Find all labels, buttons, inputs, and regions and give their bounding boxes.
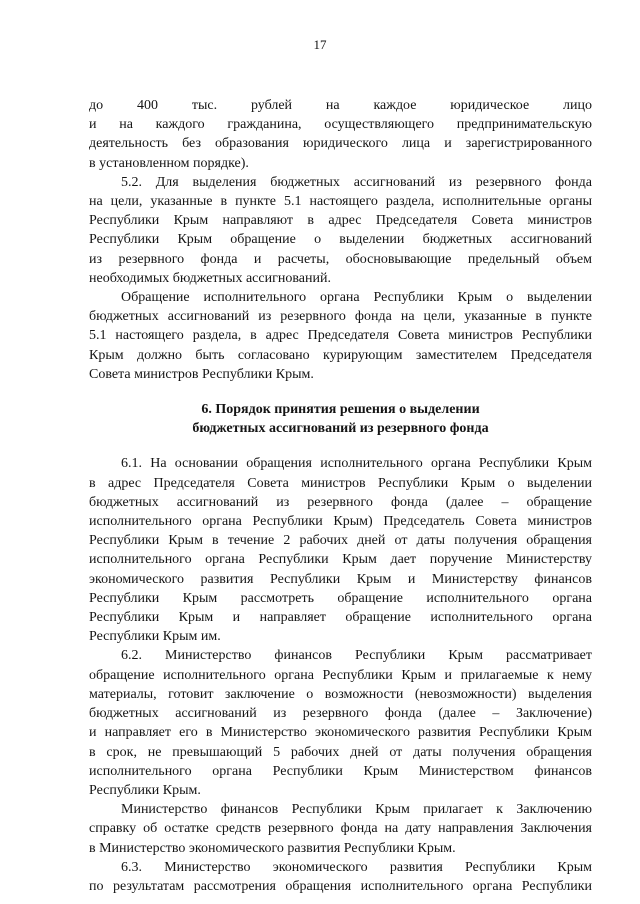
text-line: Республики Крым. — [89, 782, 201, 798]
text-line: в Министерство экономического развития Республики Крым. — [89, 840, 456, 856]
text-line: Республики Крым в течение 2 рабочих дней от даты получения обращения — [89, 533, 592, 549]
text-line: в установленном порядке). — [89, 155, 249, 171]
heading-line: 6. Порядок принятия решения о выделении — [201, 402, 480, 418]
text-line: из резервного фонда и расчеты, обосновывающие предельный объем — [89, 251, 592, 267]
text-line: экономического развития Республики Крым и Министерству финансов — [89, 571, 592, 587]
text-line: бюджетных ассигнований из резервного фонда (далее – Заключение) — [89, 706, 592, 722]
text-line: Обращение исполнительного органа Республики Крым о выделении — [121, 290, 592, 306]
text-line: 6.1. На основании обращения исполнительного органа Республики Крым — [121, 456, 592, 472]
text-line: до 400 тыс. рублей на каждое юридическое лицо — [89, 98, 592, 113]
text-line: исполнительного органа Республики Крым) Председатель Совета министров — [89, 514, 592, 530]
text-line: исполнительного органа Республики Крым дает поручение Министерству — [89, 552, 592, 568]
text-line: 5.2. Для выделения бюджетных ассигнований из резервного фонда — [121, 174, 592, 190]
text-line: деятельность без образования юридического лица и зарегистрированного — [89, 136, 592, 152]
text-line: на цели, указанные в пункте 5.1 настоящего раздела, исполнительные органы — [89, 194, 592, 210]
heading-line: бюджетных ассигнований из резервного фонда — [192, 421, 489, 437]
text-line: в адрес Председателя Совета министров Республики Крым о выделении — [89, 475, 592, 491]
paragraph-appeal-approval — [89, 288, 592, 384]
document-body — [89, 96, 592, 896]
paragraph-5-2 — [89, 173, 592, 288]
paragraph-6-2-reference — [89, 800, 592, 858]
text-line: Республики Крым направляют в адрес Председателя Совета министров — [89, 213, 592, 229]
text-line: Крым должно быть согласовано курирующим заместителем Председателя — [89, 347, 592, 363]
text-line: по результатам рассмотрения обращения исполнительного органа Республики — [89, 878, 592, 894]
text-line: Республики Крым обращение о выделении бюджетных ассигнований — [89, 232, 592, 248]
paragraph-6-2 — [89, 646, 592, 800]
text-line: Республики Крым им. — [89, 629, 221, 645]
text-line: и на каждого гражданина, осуществляющего предпринимательскую — [89, 117, 592, 133]
section-6-heading — [89, 400, 592, 438]
text-line: необходимых бюджетных ассигнований. — [89, 270, 331, 286]
paragraph-6-1 — [89, 454, 592, 646]
page-number: 17 — [313, 37, 327, 52]
text-line: обращение исполнительного органа Республики Крым и прилагаемые к нему — [89, 667, 592, 683]
text-line: Республики Крым и направляет обращение исполнительного органа — [89, 610, 592, 626]
text-line: исполнительного органа Республики Крым Министерством финансов — [89, 763, 592, 779]
text-line: материалы, готовит заключение о возможности (невозможности) выделения — [89, 686, 592, 702]
text-line: бюджетных ассигнований из резервного фонда на цели, указанные в пункте — [89, 309, 592, 325]
text-line: справку об остатке средств резервного фонда на дату направления Заключения — [89, 821, 592, 837]
text-line: бюджетных ассигнований из резервного фонда (далее – обращение — [89, 494, 592, 510]
text-line: и направляет его в Министерство экономического развития Республики Крым — [89, 725, 592, 741]
text-line: Министерство финансов Республики Крым прилагает к Заключению — [121, 802, 592, 818]
text-line: в срок, не превышающий 5 рабочих дней от даты получения обращения — [89, 744, 592, 760]
text-line: Республики Крым рассмотреть обращение исполнительного органа — [89, 590, 592, 606]
paragraph-6-3 — [89, 858, 592, 896]
text-line: 6.2. Министерство финансов Республики Крым рассматривает — [121, 648, 592, 664]
paragraph-continuation — [89, 96, 592, 173]
text-line: 5.1 настоящего раздела, в адрес Председателя Совета министров Республики — [89, 328, 592, 344]
text-line: 6.3. Министерство экономического развития Республики Крым — [121, 859, 592, 875]
text-line: Совета министров Республики Крым. — [89, 366, 314, 382]
